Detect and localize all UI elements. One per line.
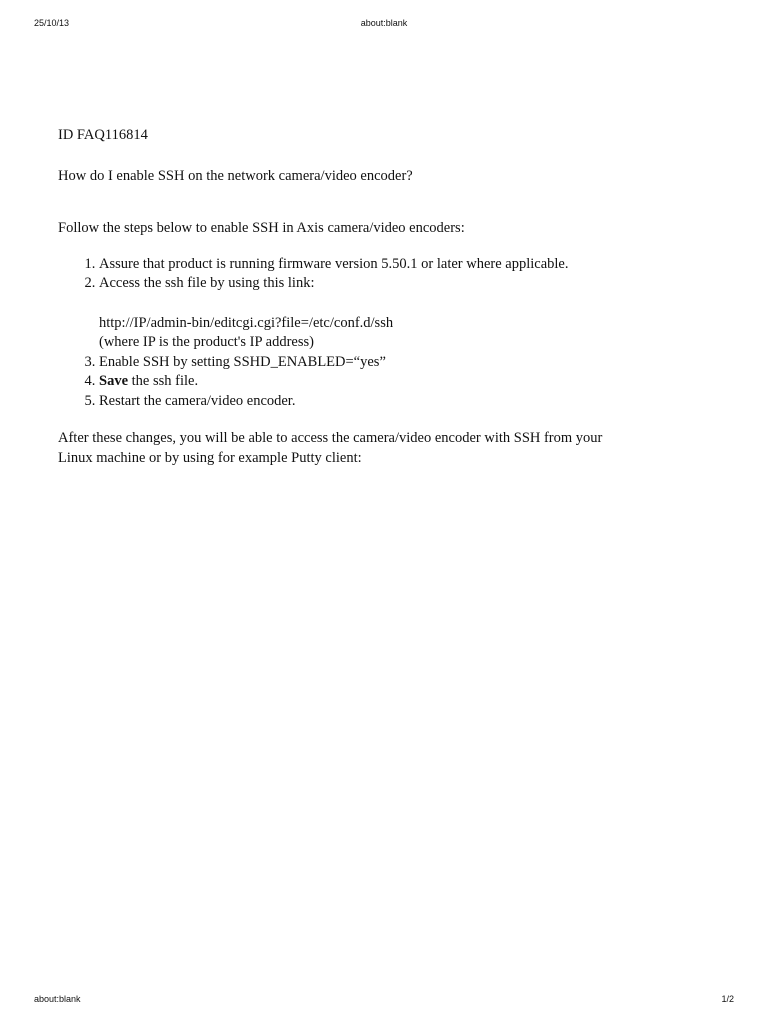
print-url: about:blank <box>34 994 81 1004</box>
faq-intro: Follow the steps below to enable SSH in Axis camera/video encoders: <box>58 220 465 236</box>
faq-article <box>58 126 618 468</box>
step-text: Assure that product is running firmware version 5.50.1 or later where applicable. <box>99 255 569 272</box>
step-item <box>99 372 618 392</box>
ssh-config-link[interactable]: http://IP/admin-bin/editcgi.cgi?file=/etc/conf.d/ssh <box>99 314 394 331</box>
step-item <box>99 392 618 412</box>
print-title: about:blank <box>360 18 408 28</box>
faq-id: ID FAQ116814 <box>58 127 148 143</box>
print-header <box>0 18 768 32</box>
step-item <box>99 274 618 353</box>
step-text: Access the ssh file by using this link: <box>99 275 315 291</box>
link-block <box>99 314 618 353</box>
faq-outro: After these changes, you will be able to access the camera/video encoder with SSH from your Linux machine or by using for example Putty client: <box>58 430 603 466</box>
steps-list <box>58 255 618 412</box>
step-bold-text: Save <box>99 373 128 389</box>
step-item <box>99 353 618 373</box>
step-text: Restart the camera/video encoder. <box>99 392 296 409</box>
step-text: Enable SSH by setting SSHD_ENABLED=“yes” <box>99 353 386 370</box>
link-note: (where IP is the product's IP address) <box>99 334 314 350</box>
print-footer <box>0 994 768 1008</box>
print-date: 25/10/13 <box>34 18 70 28</box>
step-item <box>99 255 618 275</box>
step-text: the ssh file. <box>128 373 199 389</box>
page-number: 1/2 <box>721 994 734 1004</box>
faq-question: How do I enable SSH on the network camera/video encoder? <box>58 167 413 184</box>
